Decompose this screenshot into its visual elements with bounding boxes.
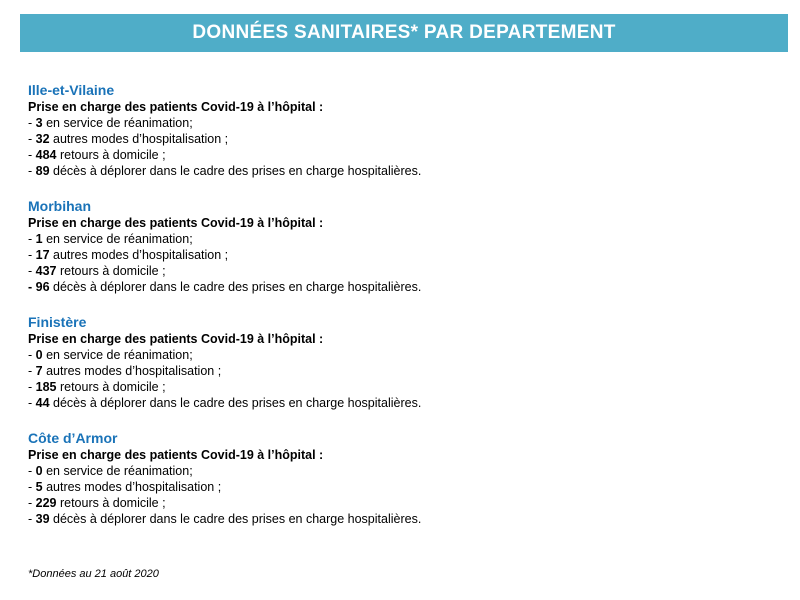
department-heading: Prise en charge des patients Covid-19 à l’hôpital : xyxy=(28,332,324,346)
department-section-cote-d-armor xyxy=(28,430,768,527)
stat-value: 89 xyxy=(35,164,50,178)
department-name: Ille-et-Vilaine xyxy=(28,82,115,98)
header-banner xyxy=(20,14,788,52)
stat-line-retours: - 229 retours à domicile ; xyxy=(28,496,166,510)
stat-line-reanimation: - 1 en service de réanimation; xyxy=(28,232,193,246)
stat-value: 96 xyxy=(35,280,50,294)
stat-line-hospitalisation: - 32 autres modes d’hospitalisation ; xyxy=(28,132,229,146)
stat-line-reanimation: - 0 en service de réanimation; xyxy=(28,464,193,478)
stat-value: 0 xyxy=(35,348,43,362)
stat-line-reanimation: - 3 en service de réanimation; xyxy=(28,116,193,130)
department-section-ille-et-vilaine xyxy=(28,82,768,179)
stat-line-retours: - 437 retours à domicile ; xyxy=(28,264,166,278)
department-name: Finistère xyxy=(28,314,87,330)
stat-value: 0 xyxy=(35,464,43,478)
stat-line-retours: - 484 retours à domicile ; xyxy=(28,148,166,162)
department-name: Morbihan xyxy=(28,198,91,214)
footnote: *Données au 21 août 2020 xyxy=(28,568,159,580)
stat-value: 7 xyxy=(35,364,43,378)
stat-value: 437 xyxy=(35,264,57,278)
page-title: DONNÉES SANITAIRES* PAR DEPARTEMENT xyxy=(192,22,616,43)
stat-value: 3 xyxy=(35,116,43,130)
department-section-morbihan xyxy=(28,198,768,295)
stat-line-deces: - 39 décès à déplorer dans le cadre des prises en charge hospitalières. xyxy=(28,512,422,526)
stat-line-hospitalisation: - 7 autres modes d’hospitalisation ; xyxy=(28,364,222,378)
stat-line-retours: - 185 retours à domicile ; xyxy=(28,380,166,394)
stat-value: 185 xyxy=(35,380,57,394)
stat-value: 229 xyxy=(35,496,57,510)
stat-value: 44 xyxy=(35,396,50,410)
stat-value: 39 xyxy=(35,512,50,526)
department-heading: Prise en charge des patients Covid-19 à l’hôpital : xyxy=(28,100,324,114)
stat-value: 32 xyxy=(35,132,50,146)
stat-line-hospitalisation: - 5 autres modes d’hospitalisation ; xyxy=(28,480,222,494)
stat-line-reanimation: - 0 en service de réanimation; xyxy=(28,348,193,362)
department-section-finistere xyxy=(28,314,768,411)
department-name: Côte d’Armor xyxy=(28,430,118,446)
department-heading: Prise en charge des patients Covid-19 à l’hôpital : xyxy=(28,448,324,462)
stat-value: 5 xyxy=(35,480,43,494)
stat-line-deces: - 44 décès à déplorer dans le cadre des prises en charge hospitalières. xyxy=(28,396,422,410)
stat-value: 1 xyxy=(35,232,43,246)
stat-line-hospitalisation: - 17 autres modes d’hospitalisation ; xyxy=(28,248,229,262)
stat-value: 484 xyxy=(35,148,57,162)
department-heading: Prise en charge des patients Covid-19 à l’hôpital : xyxy=(28,216,324,230)
stat-value: 17 xyxy=(35,248,50,262)
stat-line-deces: - 96 décès à déplorer dans le cadre des prises en charge hospitalières. xyxy=(28,280,422,294)
stat-line-deces: - 89 décès à déplorer dans le cadre des prises en charge hospitalières. xyxy=(28,164,422,178)
departments-list xyxy=(28,82,768,546)
